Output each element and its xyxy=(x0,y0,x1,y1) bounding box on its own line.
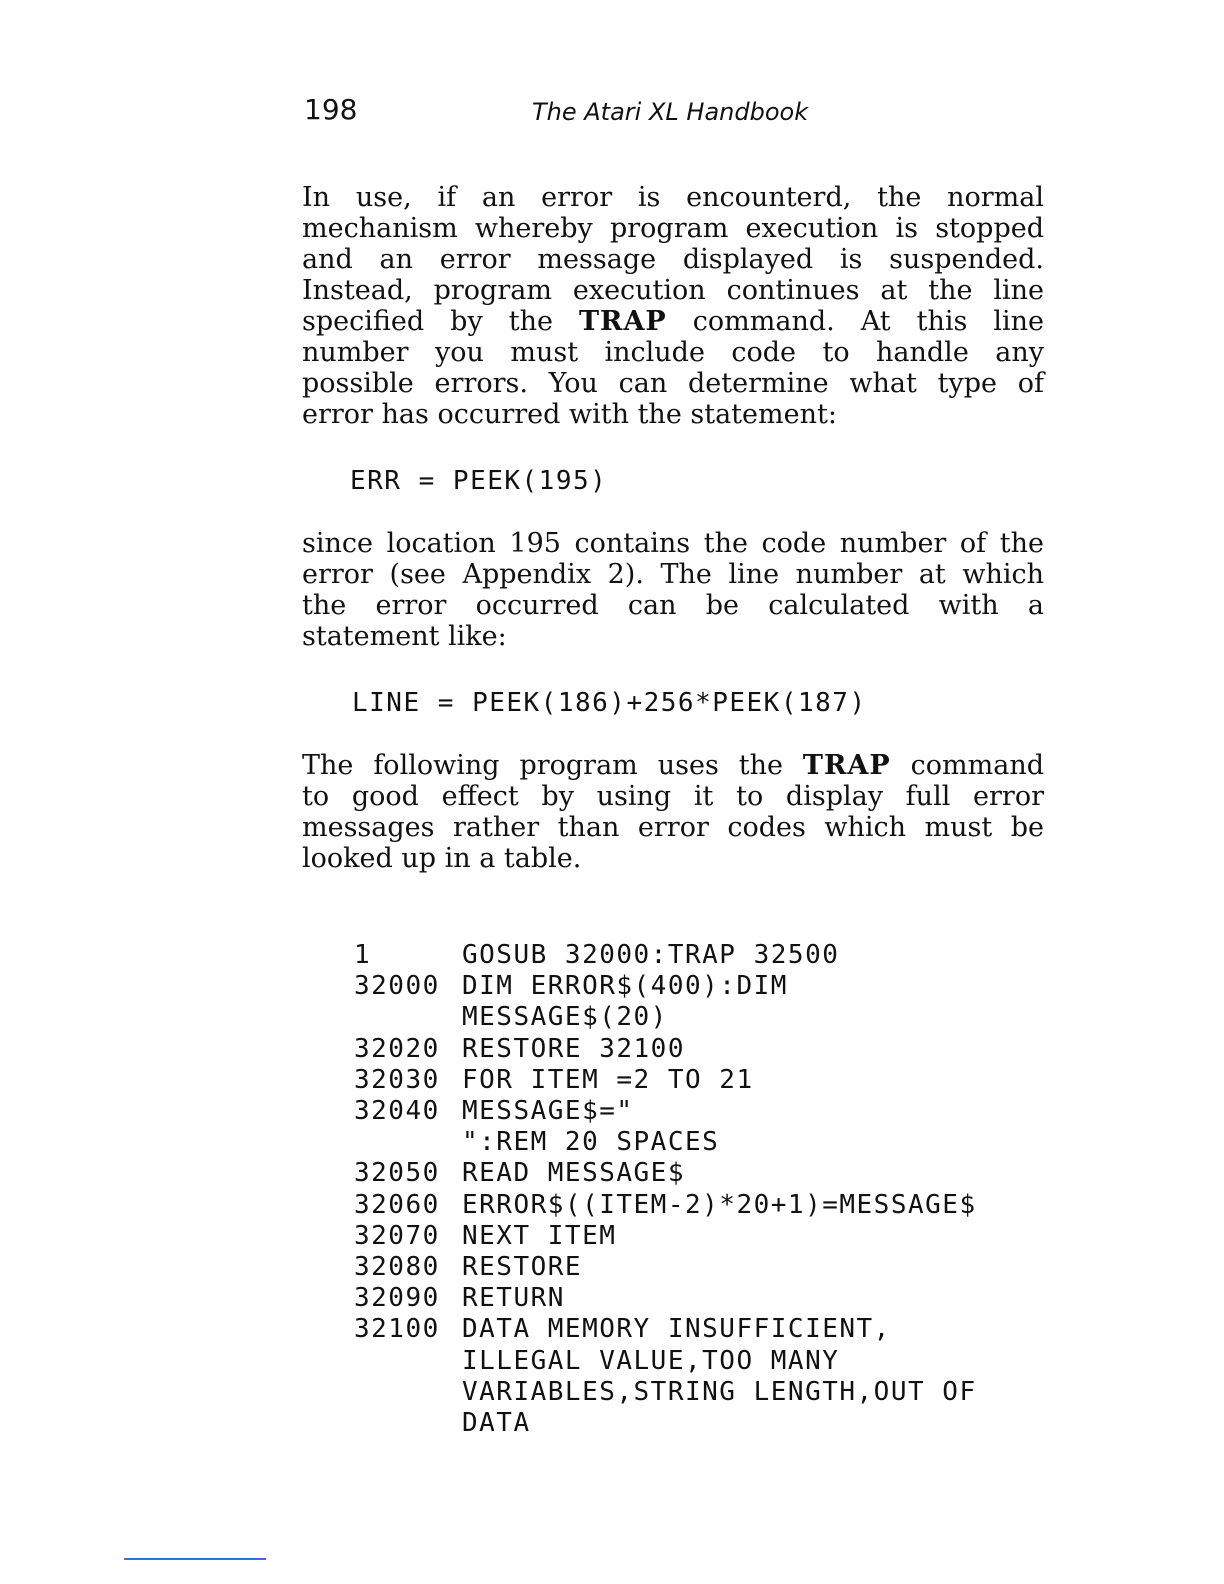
listing-row xyxy=(354,1283,977,1314)
listing-code: DIM ERROR$(400):DIM xyxy=(462,971,788,1002)
text-line xyxy=(302,750,1044,781)
text-fragment: command xyxy=(890,750,1044,781)
listing-row xyxy=(354,1377,977,1408)
line-number xyxy=(354,1377,462,1408)
code-statement-line: LINE = PEEK(186)+256*PEEK(187) xyxy=(352,688,867,718)
text-line: possible errors. You can determine what type of xyxy=(302,368,1044,399)
listing-row xyxy=(354,1127,977,1158)
line-number: 32080 xyxy=(354,1252,440,1283)
text-line: mechanism whereby program execution is stopped xyxy=(302,213,1044,244)
text-line: number you must include code to handle any xyxy=(302,337,1044,368)
footnote-rule xyxy=(124,1558,266,1560)
trap-keyword: TRAP xyxy=(578,306,667,337)
listing-code: MESSAGE$(20) xyxy=(462,1002,668,1033)
text-line: error has occurred with the statement: xyxy=(302,399,837,430)
text-line: to good effect by using it to display full error xyxy=(302,781,1044,812)
listing-row xyxy=(354,1408,977,1439)
line-number: 32100 xyxy=(354,1314,440,1345)
line-number: 1 xyxy=(354,940,372,970)
listing-code: NEXT ITEM xyxy=(462,1220,617,1251)
line-number: 32030 xyxy=(354,1064,440,1095)
line-number: 32050 xyxy=(354,1158,440,1189)
line-number: 32040 xyxy=(354,1096,440,1127)
listing-code: ":REM 20 SPACES xyxy=(462,1127,720,1158)
program-listing xyxy=(354,940,977,1439)
text-line: error (see Appendix 2). The line number at which xyxy=(302,559,1044,590)
listing-row xyxy=(354,1065,977,1096)
trap-keyword: TRAP xyxy=(802,750,891,781)
listing-row xyxy=(354,1096,977,1127)
listing-row xyxy=(354,1158,977,1189)
listing-code: FOR ITEM =2 TO 21 xyxy=(462,1064,754,1095)
text-line: the error occurred can be calculated with a xyxy=(302,590,1044,621)
listing-row xyxy=(354,1034,977,1065)
line-number xyxy=(354,1127,462,1158)
page-number: 198 xyxy=(304,93,358,126)
listing-row xyxy=(354,1346,977,1377)
listing-row xyxy=(354,1221,977,1252)
listing-row xyxy=(354,1002,977,1033)
listing-row xyxy=(354,940,977,971)
listing-row xyxy=(354,971,977,1002)
text-line: messages rather than error codes which must be xyxy=(302,812,1044,843)
text-line: In use, if an error is encounterd, the normal xyxy=(302,182,1044,213)
text-fragment: specified by the xyxy=(302,306,579,337)
listing-code: ILLEGAL VALUE,TOO MANY xyxy=(462,1345,840,1376)
text-line xyxy=(302,306,1044,337)
line-number: 32090 xyxy=(354,1283,440,1314)
listing-row xyxy=(354,1252,977,1283)
paragraph-location xyxy=(302,528,1044,652)
listing-code: VARIABLES,STRING LENGTH,OUT OF xyxy=(462,1376,977,1407)
text-line: and an error message displayed is suspended. xyxy=(302,244,1044,275)
text-fragment: command. At this line xyxy=(666,306,1044,337)
line-number: 32020 xyxy=(354,1033,440,1064)
listing-code: READ MESSAGE$ xyxy=(462,1158,685,1189)
listing-code: RESTORE 32100 xyxy=(462,1033,685,1064)
paragraph-intro xyxy=(302,182,1044,430)
line-number xyxy=(354,1346,462,1377)
line-number: 32070 xyxy=(354,1220,440,1251)
line-number: 32060 xyxy=(354,1189,440,1220)
running-header: The Atari XL Handbook xyxy=(532,98,809,126)
line-number: 32000 xyxy=(354,971,440,1002)
listing-row xyxy=(354,1190,977,1221)
text-line: looked up in a table. xyxy=(302,843,582,874)
listing-code: RETURN xyxy=(462,1283,565,1314)
text-line: since location 195 contains the code number of the xyxy=(302,528,1044,559)
listing-code: MESSAGE$=" xyxy=(462,1096,634,1127)
listing-code: DATA MEMORY INSUFFICIENT, xyxy=(462,1314,891,1345)
code-statement-err: ERR = PEEK(195) xyxy=(350,466,608,496)
listing-row xyxy=(354,1314,977,1345)
listing-code: ERROR$((ITEM-2)*20+1)=MESSAGE$ xyxy=(462,1189,977,1220)
text-line: statement like: xyxy=(302,621,507,652)
line-number xyxy=(354,1002,462,1033)
text-line: Instead, program execution continues at the line xyxy=(302,275,1044,306)
listing-code: GOSUB 32000:TRAP 32500 xyxy=(462,940,840,970)
paragraph-program xyxy=(302,750,1044,874)
text-fragment: The following program uses the xyxy=(302,750,803,781)
listing-code: DATA xyxy=(462,1408,531,1439)
listing-code: RESTORE xyxy=(462,1252,583,1283)
line-number xyxy=(354,1408,462,1439)
